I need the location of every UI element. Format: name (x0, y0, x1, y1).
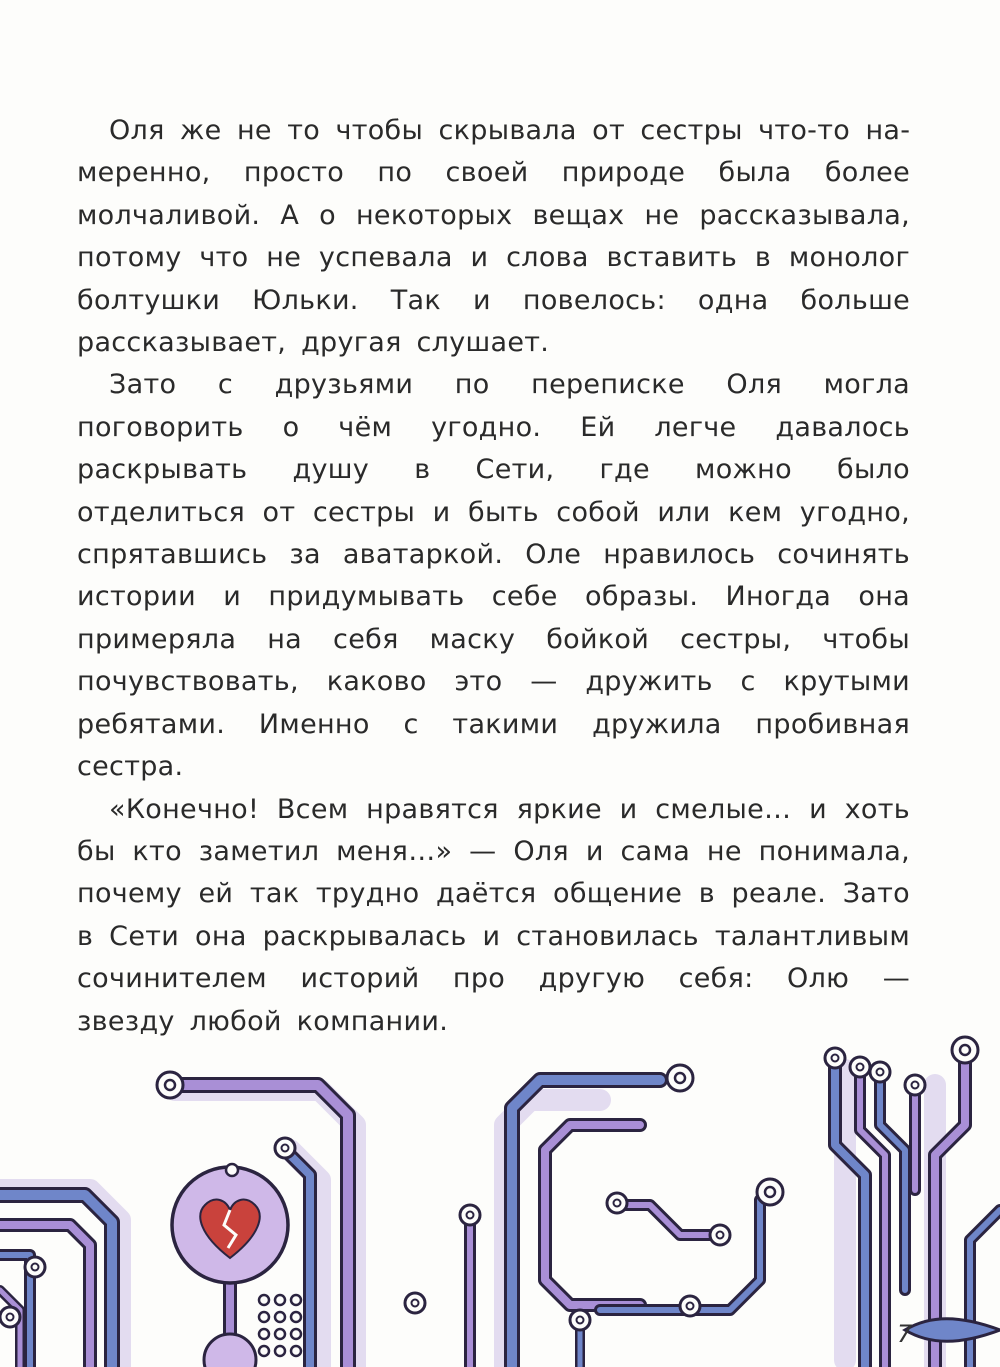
paragraph-3: «Конечно! Всем нравятся яркие и смелые… и хоть бы кто заметил меня…» — Оля и сама не понимала, почему ей так трудно даётся общение в реале. Зато в Сети она раскрывалась и становилась талантливым сочинителем историй про другую себя: Олю — звезду любой компании. (77, 793, 910, 1037)
paragraph-1: Оля же не то чтобы скрывала от сестры что-то намеренно, просто по своей природе была более молчаливой. А о некоторых вещах не рассказывала, потому что не успевала и слова вставить в монолог болтушки Юльки. Так и повелось: одна больше рассказывает, другая слушает. (77, 115, 910, 359)
heart-bubble (172, 1164, 288, 1367)
body-text (77, 110, 910, 1043)
page-number: 7 (897, 1320, 913, 1348)
circuit-illustration (0, 1030, 1000, 1367)
paragraph-2: Зато с друзьями по переписке Оля могла поговорить о чём угодно. Ей легче давалось раскрывать душу в Сети, где можно было отделиться от сестры и быть собой или кем угодно, спрятавшись за аватаркой. Оле нравилось сочинять истории и придумывать себе образы. Иногда она примеряла на себя маску бойкой сестры, чтобы почувствовать, каково это — дружить с крутыми ребятами. Именно с такими дружила пробивная сестра. (77, 369, 910, 783)
dot-grid (259, 1295, 301, 1356)
